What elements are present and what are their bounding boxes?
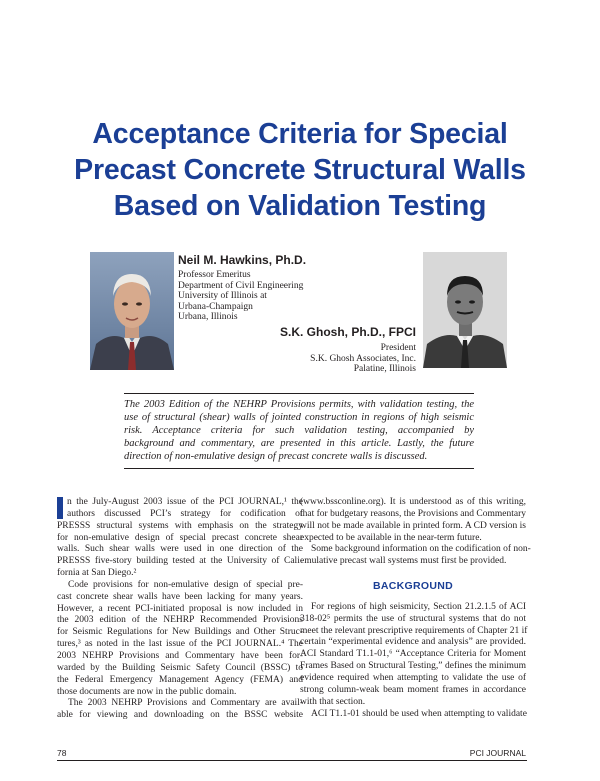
body-text-line: ACI T1.1-01 should be used when attempting to validate (311, 708, 527, 719)
body-text-line: tures,³ as noted in the last issue of the PCI JOURNAL.⁴ The (57, 639, 303, 650)
title-line: Based on Validation Testing (113, 190, 487, 222)
footer-rule (57, 760, 527, 761)
journal-name: PCI JOURNAL (469, 748, 526, 758)
body-text-line: the 2003 edition of the NEHRP Recommended Provisions (57, 615, 303, 626)
abstract-line: use of structural (shear) walls of jointed construction in regions of high seismic (124, 412, 474, 423)
section-heading: BACKGROUND (373, 580, 453, 593)
abstract-line: direction of non-emulative design of precast concrete walls is discussed. (124, 451, 428, 462)
body-text-line: However, a recent PCI-initiated proposal is now included in (57, 603, 303, 614)
affiliation-line: President (380, 343, 416, 353)
body-text-line: 2003 NEHRP Provisions and Commentary have been for- (57, 650, 303, 661)
body-text-line: For regions of high seismicity, Section 21.2.1.5 of ACI (311, 601, 526, 612)
body-text-line: evidence required when attempting to validate the use of (300, 672, 526, 683)
affiliation-line: Urbana, Illinois (178, 312, 238, 322)
article-title (40, 116, 560, 224)
affiliation-line: Department of Civil Engineering (178, 280, 304, 291)
author-name: S.K. Ghosh, Ph.D., FPCI (279, 325, 416, 339)
body-column-right-bottom (300, 602, 526, 720)
body-text-line: Code provisions for non-emulative design of special pre- (68, 579, 303, 590)
affiliation-line: Professor Emeritus (178, 270, 251, 280)
body-text-line: with that section. (300, 696, 366, 707)
body-text-line: fornia at San Diego.² (57, 568, 137, 579)
body-text-line: those documents are now in the public domain. (57, 686, 237, 697)
body-text-line: the Federal Emergency Management Agency (FEMA) and (57, 674, 303, 685)
body-column-left (57, 497, 303, 722)
body-text-line: authors discussed PCI’s strategy for codification of (67, 508, 303, 519)
author-photo-ghosh (423, 252, 507, 368)
body-text-line: emulative precast wall systems must first be provided. (300, 556, 507, 567)
body-text-line: will not be made available in printed form. A CD version is (300, 520, 526, 531)
affiliation-line: University of Illinois at (178, 291, 267, 301)
body-text-line: cast concrete shear walls have been lacking for many years. (57, 591, 303, 602)
body-text-line: warded by the Building Seismic Safety Council (BSSC) to (57, 662, 303, 673)
body-text-line: PRESSS structural systems with emphasis on the strategy (57, 520, 303, 531)
title-line: Precast Concrete Structural Walls (74, 154, 526, 186)
body-text-line: (www.bssconline.org). It is understood as of this writing, (300, 497, 526, 507)
body-text-line: n the July-August 2003 issue of the PCI JOURNAL,¹ the (67, 497, 303, 507)
abstract-line: background and commentary, are presented in this article. Lastly, the future (124, 438, 474, 449)
abstract-line: risk. Acceptance criteria for such validation testing, accompanied by (124, 425, 474, 436)
body-text-line: strong column-weak beam moment frames in accordance (300, 684, 526, 695)
title-line: Acceptance Criteria for Special (92, 118, 508, 150)
body-text-line: 318-02⁵ permits the use of structural systems that do not (300, 613, 526, 624)
body-text-line: PRESSS five-story building tested at the University of Cali- (57, 556, 303, 567)
body-text-line: walls. Such shear walls were used in one direction of the (57, 544, 303, 555)
abstract-line: The 2003 Edition of the NEHRP Provisions permits, with validation testing, the (124, 399, 474, 410)
affiliation-line: S.K. Ghosh Associates, Inc. (310, 353, 416, 364)
body-text-line: for non-emulative design of special precast concrete shear (57, 532, 303, 543)
author-affiliation (310, 343, 416, 375)
body-text-line: that for budgetary reasons, the Provisions and Commentary (300, 508, 526, 519)
body-text-line: able for viewing and downloading on the BSSC website (57, 710, 303, 721)
abstract (124, 393, 474, 469)
affiliation-line: Urbana-Champaign (178, 301, 253, 312)
body-column-right (300, 497, 531, 720)
author-affiliation (178, 270, 303, 323)
affiliation-line: Palatine, Illinois (353, 364, 416, 374)
body-text-line: certain “experimental evidence and analysis” are provided. (300, 637, 526, 648)
body-text-line: Some background information on the codification of non- (311, 544, 531, 555)
body-text-line: expected to be available in the near-term future. (300, 532, 482, 543)
body-text-line: ACI Standard T1.1-01,⁶ “Acceptance Criteria for Moment (300, 649, 526, 660)
author-photo-hawkins (90, 252, 174, 370)
body-column-right-top (300, 497, 531, 568)
author-name: Neil M. Hawkins, Ph.D. (178, 253, 307, 267)
body-text-line: meet the relevant prescriptive requirements of Chapter 21 if (300, 625, 528, 636)
body-text-line: The 2003 NEHRP Provisions and Commentary are avail- (68, 698, 303, 709)
page-number: 78 (57, 748, 67, 758)
body-text-line: Frames Based on Structural Testing,” defines the minimum (300, 661, 526, 672)
body-text-line: for Seismic Regulations for New Buildings and Other Struc- (57, 627, 303, 638)
